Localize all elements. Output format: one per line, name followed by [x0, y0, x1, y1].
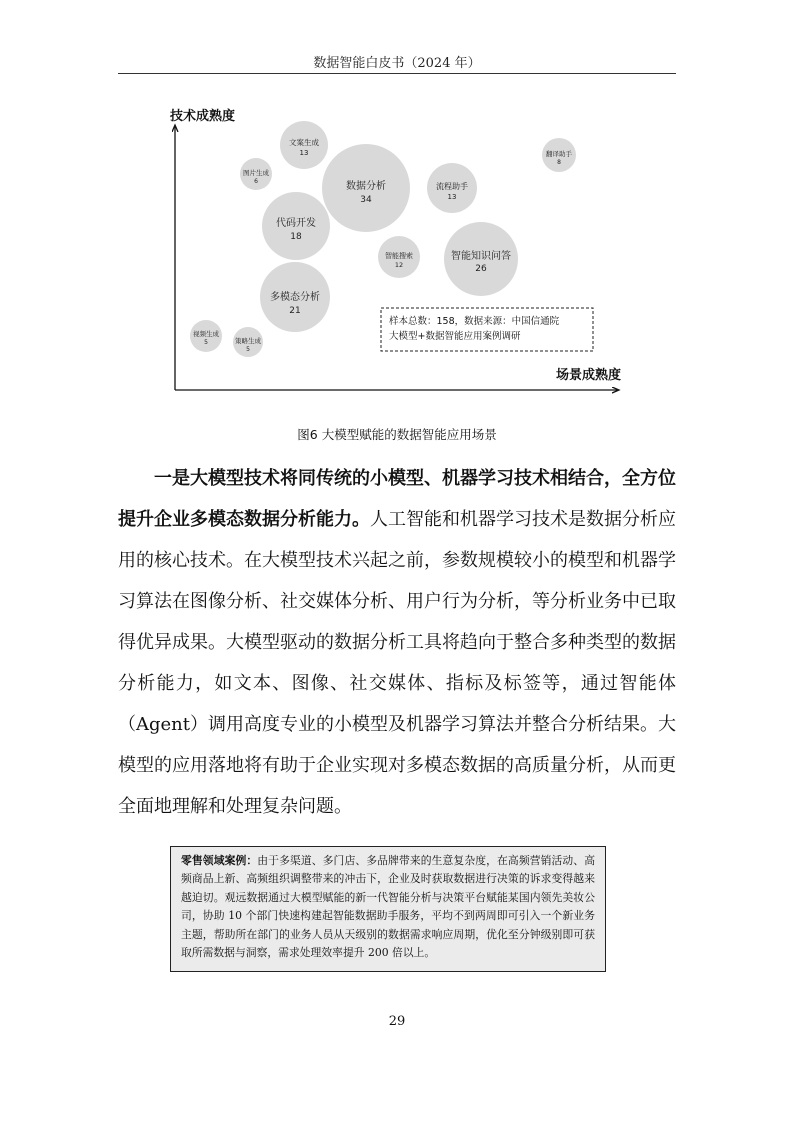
case-study-box — [170, 846, 606, 972]
source-note-box — [381, 308, 593, 351]
bubble-label: 视频生成 — [193, 330, 219, 338]
body-paragraph — [118, 458, 676, 827]
case-label: 零售领域案例： — [181, 854, 258, 867]
bubble-label: 多模态分析 — [270, 292, 320, 303]
bubble-label: 数据分析 — [346, 181, 386, 192]
bubble-value: 12 — [394, 261, 404, 269]
bubble-label: 智能搜索 — [385, 252, 413, 260]
bubble-fanyi — [542, 138, 576, 172]
bubble-tupian — [240, 158, 272, 190]
bubble-value: 18 — [290, 232, 302, 242]
bubble-value: 8 — [557, 159, 561, 166]
bubble-value: 5 — [204, 339, 208, 346]
bubble-duomotai — [260, 262, 330, 332]
paragraph-lead: 一是大模型技术将同传统的小模型、机器学习技术相结合，全方位提升企业多模态数据分析能力。 — [118, 468, 676, 530]
bubble-shuju — [322, 144, 410, 232]
bubble-celue — [233, 327, 263, 357]
bubble-value: 26 — [475, 264, 487, 274]
bubble-value: 6 — [254, 178, 258, 185]
y-axis-label: 技术成熟度 — [170, 109, 236, 124]
bubble-wenan — [280, 121, 328, 169]
bubble-label: 图片生成 — [243, 169, 269, 177]
running-header: 数据智能白皮书（2024 年） — [313, 56, 481, 71]
bubble-label: 文案生成 — [289, 138, 319, 147]
bubble-value: 21 — [289, 306, 301, 316]
bubble-value: 34 — [360, 195, 372, 205]
bubble-figure — [160, 98, 630, 410]
bubble-label: 策略生成 — [235, 337, 261, 345]
page-number: 29 — [388, 1014, 406, 1029]
bubble-sousuo — [378, 236, 420, 278]
bubble-label: 流程助手 — [436, 182, 468, 191]
case-text: 由于多渠道、多门店、多品牌带来的生意复杂度，在高频营销活动、高频商品上新、高频组织调整带来的冲击下，企业及时获取数据进行决策的诉求变得越来越迫切。观远数据通过大模型赋能的新一代智能分析与决策平台赋能某国内领先美妆公司，协助 10 个部门快速构建起智能数据助手服务，平均不到两周即可引入一个新业务主题，帮助所在部门的业务人员从天级别的数据需求响应周期，优化至分钟级别即可获取所需数据与洞察，需求处理效率提升 200 倍以上。 — [181, 854, 595, 960]
bubble-value: 5 — [246, 346, 250, 353]
bubble-shipin — [190, 320, 222, 352]
source-note-line1: 样本总数：158，数据来源：中国信通院 — [389, 316, 560, 327]
bubble-label: 翻译助手 — [546, 150, 572, 158]
bubble-value: 13 — [447, 193, 457, 201]
paragraph-text: 人工智能和机器学习技术是数据分析应用的核心技术。在大模型技术兴起之前，参数规模较小的模型和机器学习算法在图像分析、社交媒体分析、用户行为分析，等分析业务中已取得优异成果。大模型驱动的数据分析工具将趋向于整合多种类型的数据分析能力，如文本、图像、社交媒体、指标及标签等，通过智能体（Agent）调用高度专业的小模型及机器学习算法并整合分析结果。大模型的应用落地将有助于企业实现对多模态数据的高质量分析，从而更全面地理解和处理复杂问题。 — [118, 509, 676, 817]
header-rule — [118, 73, 676, 74]
bubble-daima — [262, 192, 330, 260]
bubble-zhishi — [444, 222, 518, 296]
bubble-label: 代码开发 — [276, 218, 316, 229]
bubble-label: 智能知识问答 — [451, 251, 511, 262]
source-note-line2: 大模型+数据智能应用案例调研 — [389, 331, 521, 342]
bubble-value: 13 — [299, 149, 309, 157]
x-axis-label: 场景成熟度 — [556, 368, 622, 383]
figure-caption: 图6 大模型赋能的数据智能应用场景 — [297, 427, 497, 442]
bubble-liucheng — [427, 163, 477, 213]
